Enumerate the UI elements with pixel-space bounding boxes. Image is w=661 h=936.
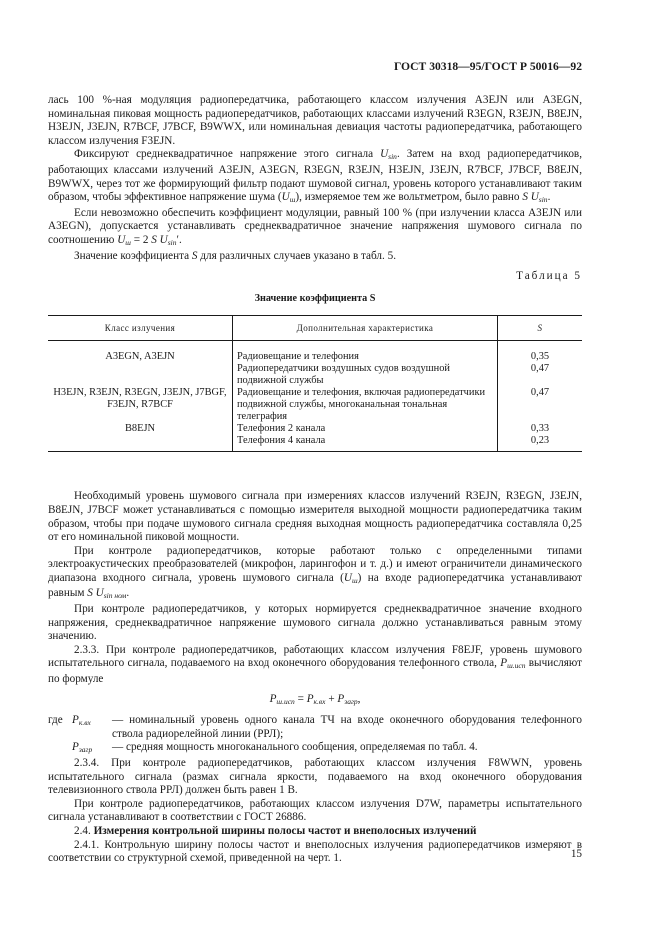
- text-run: = 2: [130, 233, 152, 246]
- symbol-s: S: [87, 587, 93, 600]
- text-run: При контроле радиопередатчиков, которые работают только с определенными типами электроакустических преобразователей (микрофон, ларингофон и т. д.) и имеют ограничители динамического диапазона входного сигнала, уровень шумового сигнала (: [48, 544, 582, 584]
- symbol-u: U: [380, 148, 389, 161]
- cell-characteristic: Радиовещание и телефония: [233, 341, 498, 364]
- cell-characteristic: Телефония 4 канала: [233, 435, 498, 452]
- table-title: Значение коэффициента S: [254, 292, 376, 304]
- table-caption: Таблица 5: [516, 270, 582, 283]
- cell-s: 0,33: [498, 423, 583, 435]
- table-row: [48, 435, 582, 452]
- coefficient-table: [48, 315, 582, 452]
- subscript: ш.исп: [507, 661, 526, 671]
- symbol-p: P: [500, 657, 508, 670]
- section-number: 2.4.: [74, 824, 94, 837]
- table-row: [48, 387, 582, 423]
- text-run: вычисляют по формуле: [48, 657, 582, 686]
- cell-class: [48, 363, 233, 387]
- where-symbol: [72, 714, 112, 741]
- paragraph-4: [48, 250, 582, 264]
- subscript: sin ном: [103, 591, 127, 601]
- paragraph-1: лась 100 %-ная модуляция радиопередатчика, работающего классом излучения A3EJN или A3EGN, номинальная пиковая мощность радиопередатчиков, работающих классами излучений R3EGN, R3EJN, B8EJN, H3EJN, J3EJN, R7BCF, J7BCF, B9WWX, или номинальная девиация частоты радиопередатчика, работающего классом излучения F3EJN.: [48, 94, 582, 147]
- symbol-u: U: [281, 191, 290, 204]
- symbol-u: U: [159, 233, 168, 246]
- subscript: к.вх: [313, 696, 326, 706]
- column-header-s: S: [498, 316, 583, 341]
- symbol-s: S: [522, 191, 528, 204]
- text-run: Значение коэффициента: [74, 249, 192, 262]
- running-header: ГОСТ 30318—95/ГОСТ Р 50016—92: [393, 60, 582, 73]
- text-run: Если невозможно обеспечить коэффициент модуляции, равный 100 % (при излучении класса A3EJN или A3EGN), допускается устанавливать среднеквадратичное значение напряжения шумового сигнала по соотношению: [48, 206, 582, 246]
- subscript: sin: [388, 152, 397, 162]
- table-row: [48, 363, 582, 387]
- paragraph-9: 2.3.4. При контроле радиопередатчиков, работающих классом излучения F8WWN, уровень испытательного сигнала (размах сигнала яркости, подаваемого на вход оконечного оборудования телевизионного ствола РРЛ) должен быть равен 1 В.: [48, 757, 582, 797]
- text-run: .: [178, 233, 182, 246]
- symbol-u: U: [117, 233, 126, 246]
- symbol-s: S: [151, 233, 157, 246]
- subscript: ш.исп: [276, 696, 295, 706]
- text-run: для различных случаев указано в табл. 5.: [197, 249, 397, 262]
- symbol-u: U: [95, 587, 104, 600]
- where-label: где: [48, 714, 63, 727]
- equals-sign: =: [294, 692, 307, 705]
- text-run: средняя мощность многоканального сообщения, определяемая по табл. 4.: [125, 741, 478, 754]
- symbol-p: P: [72, 741, 79, 754]
- cell-characteristic: Телефония 2 канала: [233, 423, 498, 435]
- cell-class: H3EJN, R3EJN, R3EGN, J3EJN, J7BGF, F3EJN, R7BCF: [53, 387, 227, 411]
- where-definition: [112, 741, 582, 757]
- where-item-2: [48, 741, 582, 757]
- symbol-p: P: [72, 714, 79, 727]
- text-run: номинальный уровень одного канала ТЧ на входе оконечного оборудования телефонного ствола радиорелейной линии (РРЛ);: [112, 714, 583, 740]
- subscript: загр: [344, 696, 358, 706]
- where-symbol: [72, 741, 112, 757]
- cell-s: 0,47: [498, 387, 583, 423]
- cell-s: 0,47: [498, 363, 583, 387]
- subscript: sin: [167, 237, 177, 247]
- cell-class: A3EGN, A3EJN: [105, 351, 175, 363]
- column-header-class: Класс излучения: [48, 316, 233, 341]
- cell-s: 0,35: [498, 341, 583, 364]
- symbol-p: P: [306, 692, 314, 705]
- paragraph-11: 2.4.1. Контрольную ширину полосы частот и внеполосных излучения радиопередатчиков измеряют в соответствии со структурной схемой, приведенной на черт. 1.: [48, 838, 582, 865]
- prime-mark: ′: [176, 233, 179, 246]
- section-heading: [48, 825, 582, 839]
- plus-sign: +: [325, 692, 338, 705]
- column-header-characteristic: Дополнительная характеристика: [233, 316, 498, 341]
- paragraph-6: [48, 545, 582, 603]
- text-run: .: [126, 587, 130, 600]
- paragraph-8: [48, 644, 582, 687]
- text-run: . Затем на вход радиопередатчиков, работающих классами излучений A3EJN, A3EGN, R3EGN, R3EJN, H3EJN, J3EJN, R7BCF, J7BCF, B8EJN, B9WWX, через тот же формирующий фильтр подают шумовой сигнал, уровень которого устанавливают таким образом, чтобы эффективное напряжение шума (: [48, 148, 582, 204]
- paragraph-7: При контроле радиопередатчиков, у которых нормируется среднеквадратичное значение входного напряжения, среднеквадратичное напряжение шумового сигнала должно устанавливаться равным этому значению.: [48, 603, 582, 643]
- page-number: 15: [570, 848, 582, 860]
- cell-characteristic: Радиовещание и телефония, включая радиопередатчики подвижной службы, многоканальная тональная телеграфия: [233, 387, 498, 423]
- symbol-p: P: [337, 692, 345, 705]
- symbol-u: U: [530, 191, 539, 204]
- paragraph-2: [48, 148, 582, 206]
- comma: ,: [357, 692, 361, 705]
- table-header-row: [48, 316, 582, 341]
- table-row: [48, 423, 582, 435]
- paragraph-10: При контроле радиопередатчиков, работающих классом излучения D7W, параметры испытательного сигнала устанавливают в соответствии с ГОСТ 26886.: [48, 797, 582, 824]
- text-run: .: [547, 191, 551, 204]
- text-run: ), измеряемое тем же вольтметром, было равно: [295, 191, 523, 204]
- cell-class: [48, 435, 233, 452]
- subscript: к.вх: [78, 718, 91, 728]
- text-run: Фиксируют среднеквадратичное напряжение этого сигнала: [74, 148, 381, 161]
- cell-class: B8EJN: [124, 423, 156, 435]
- paragraph-3: [48, 207, 582, 250]
- subscript: sin: [538, 195, 548, 205]
- where-definition: [112, 714, 582, 741]
- cell-s: 0,23: [498, 435, 583, 452]
- where-spacer: [48, 741, 72, 757]
- section-title: Измерения контрольной ширины полосы частот и внеполосных излучений: [93, 824, 477, 837]
- subscript: ш: [125, 237, 131, 247]
- text-run: 2.3.3. При контроле радиопередатчиков, работающих классом излучения F8EJF, уровень шумового испытательного сигнала, подаваемого на вход оконечного оборудования телефонного ствола,: [48, 643, 582, 670]
- symbol-s: S: [191, 249, 198, 262]
- paragraph-5: Необходимый уровень шумового сигнала при измерениях классов излучений R3EJN, R3EGN, J3EJN, B8EJN, J7BCF может устанавливаться с помощью измерителя выходной мощности радиопередатчика таким образом, чтобы при подаче шумового сигнала средняя выходная мощность радиопередатчика составляла 0,25 от его номинальной пиковой мощности.: [48, 490, 582, 544]
- subscript: ш: [289, 195, 296, 205]
- symbol-p: P: [269, 692, 277, 705]
- subscript: загр: [78, 745, 93, 755]
- table-row: [48, 341, 582, 364]
- symbol-u: U: [343, 571, 352, 584]
- page-body: [48, 94, 582, 866]
- formula: [48, 693, 582, 709]
- cell-characteristic: Радиопередатчики воздушных судов воздушной подвижной службы: [233, 363, 498, 387]
- dash: —: [112, 741, 126, 754]
- dash: —: [112, 714, 130, 727]
- text-run: ) на входе радиопередатчика устанавливают равным: [48, 571, 583, 600]
- subscript: ш: [352, 575, 358, 585]
- where-item-1: [48, 714, 582, 741]
